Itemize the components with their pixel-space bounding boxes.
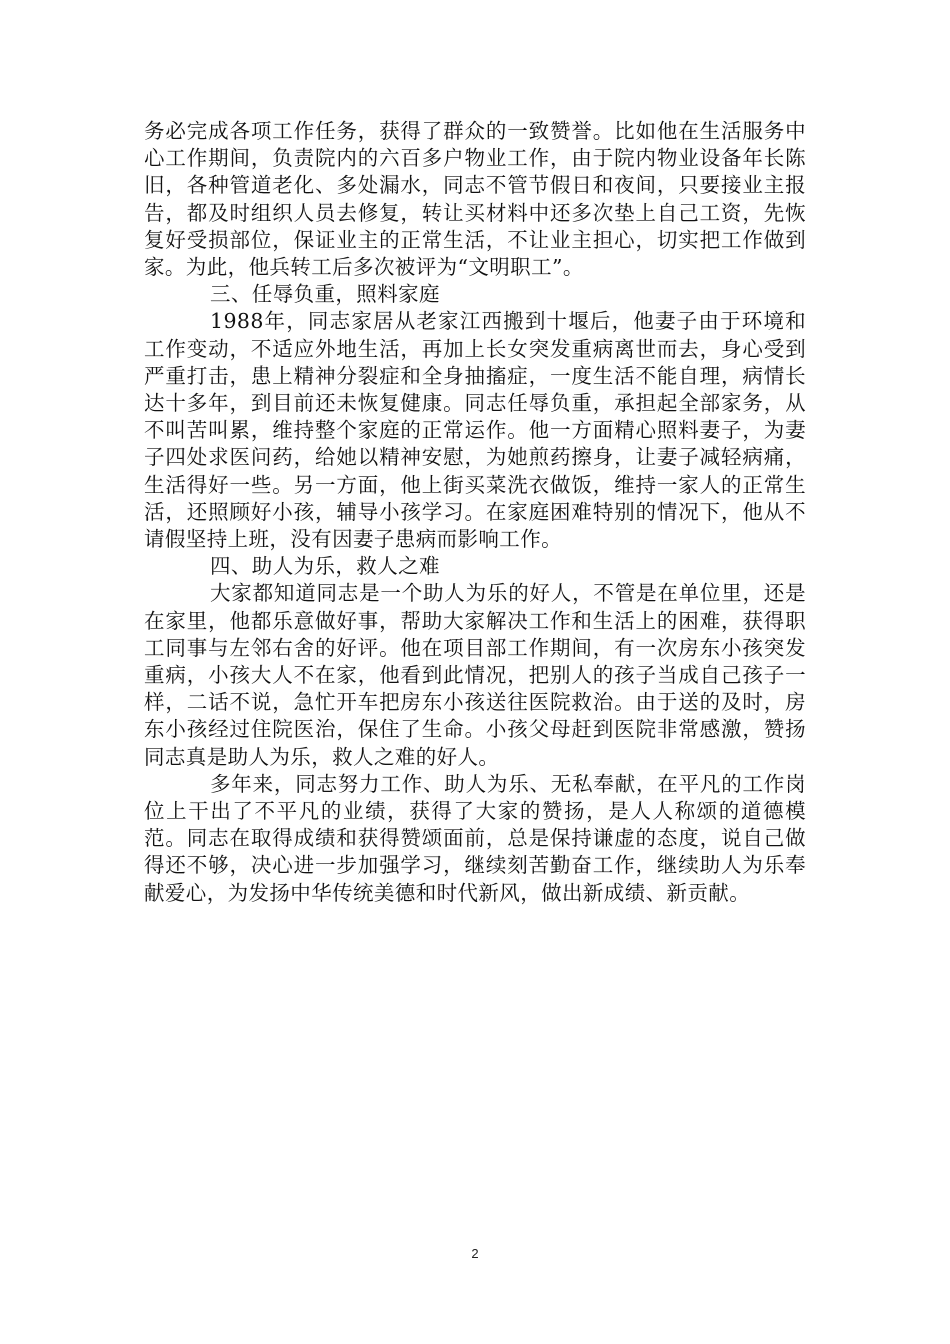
paragraph-helping-others: 大家都知道同志是一个助人为乐的好人，不管是在单位里，还是在家里，他都乐意做好事，帮助大家解决工作和生活上的困难，获得职工同事与左邻右舍的好评。他在项目部工作期间，有一次房东小孩突发重病，小孩大人不在家，他看到此情况，把别人的孩子当成自己孩子一样，二话不说，急忙开车把房东小孩送往医院救治。由于送的及时，房东小孩经过住院医治，保住了生命。小孩父母赶到医院非常感激，赞扬同志真是助人为乐，救人之难的好人。 [144,581,806,769]
page-number: 2 [471,1246,479,1261]
paragraph-service-work: 务必完成各项工作任务，获得了群众的一致赞誉。比如他在生活服务中心工作期间，负责院内的六百多户物业工作，由于院内物业设备年长陈旧，各种管道老化、多处漏水，同志不管节假日和夜间，只要接业主报告，都及时组织人员去修复，转让买材料中还多次垫上自己工资，先恢复好受损部位，保证业主的正常生活，不让业主担心，切实把工作做到家。为此，他兵转工后多次被评为“文明职工”。 [144,119,806,280]
paragraph-family-care: 1988年，同志家居从老家江西搬到十堰后，他妻子由于环境和工作变动，不适应外地生活，再加上长女突发重病离世而去，身心受到严重打击，患上精神分裂症和全身抽搐症，一度生活不能自理，病情长达十多年，到目前还未恢复健康。同志任辱负重，承担起全部家务，从不叫苦叫累，维持整个家庭的正常运作。他一方面精心照料妻子，为妻子四处求医问药，给她以精神安慰，为她煎药擦身，让妻子减轻病痛，生活得好一些。另一方面，他上街买菜洗衣做饭，维持一家人的正常生活，还照顾好小孩，辅导小孩学习。在家庭困难特别的情况下，他从不请假坚持上班，没有因妻子患病而影响工作。 [144,309,806,552]
section-heading-helping-others: 四、助人为乐，救人之难 [210,554,440,579]
document-body [144,118,806,907]
section-heading-family: 三、任辱负重，照料家庭 [210,282,440,307]
paragraph-conclusion: 多年来，同志努力工作、助人为乐、无私奉献，在平凡的工作岗位上干出了不平凡的业绩，获得了大家的赞扬，是人人称颂的道德模范。同志在取得成绩和获得赞颂面前，总是保持谦虚的态度，说自己做得还不够，决心进一步加强学习，继续刻苦勤奋工作，继续助人为乐奉献爱心，为发扬中华传统美德和时代新风，做出新成绩、新贡献。 [144,771,806,905]
